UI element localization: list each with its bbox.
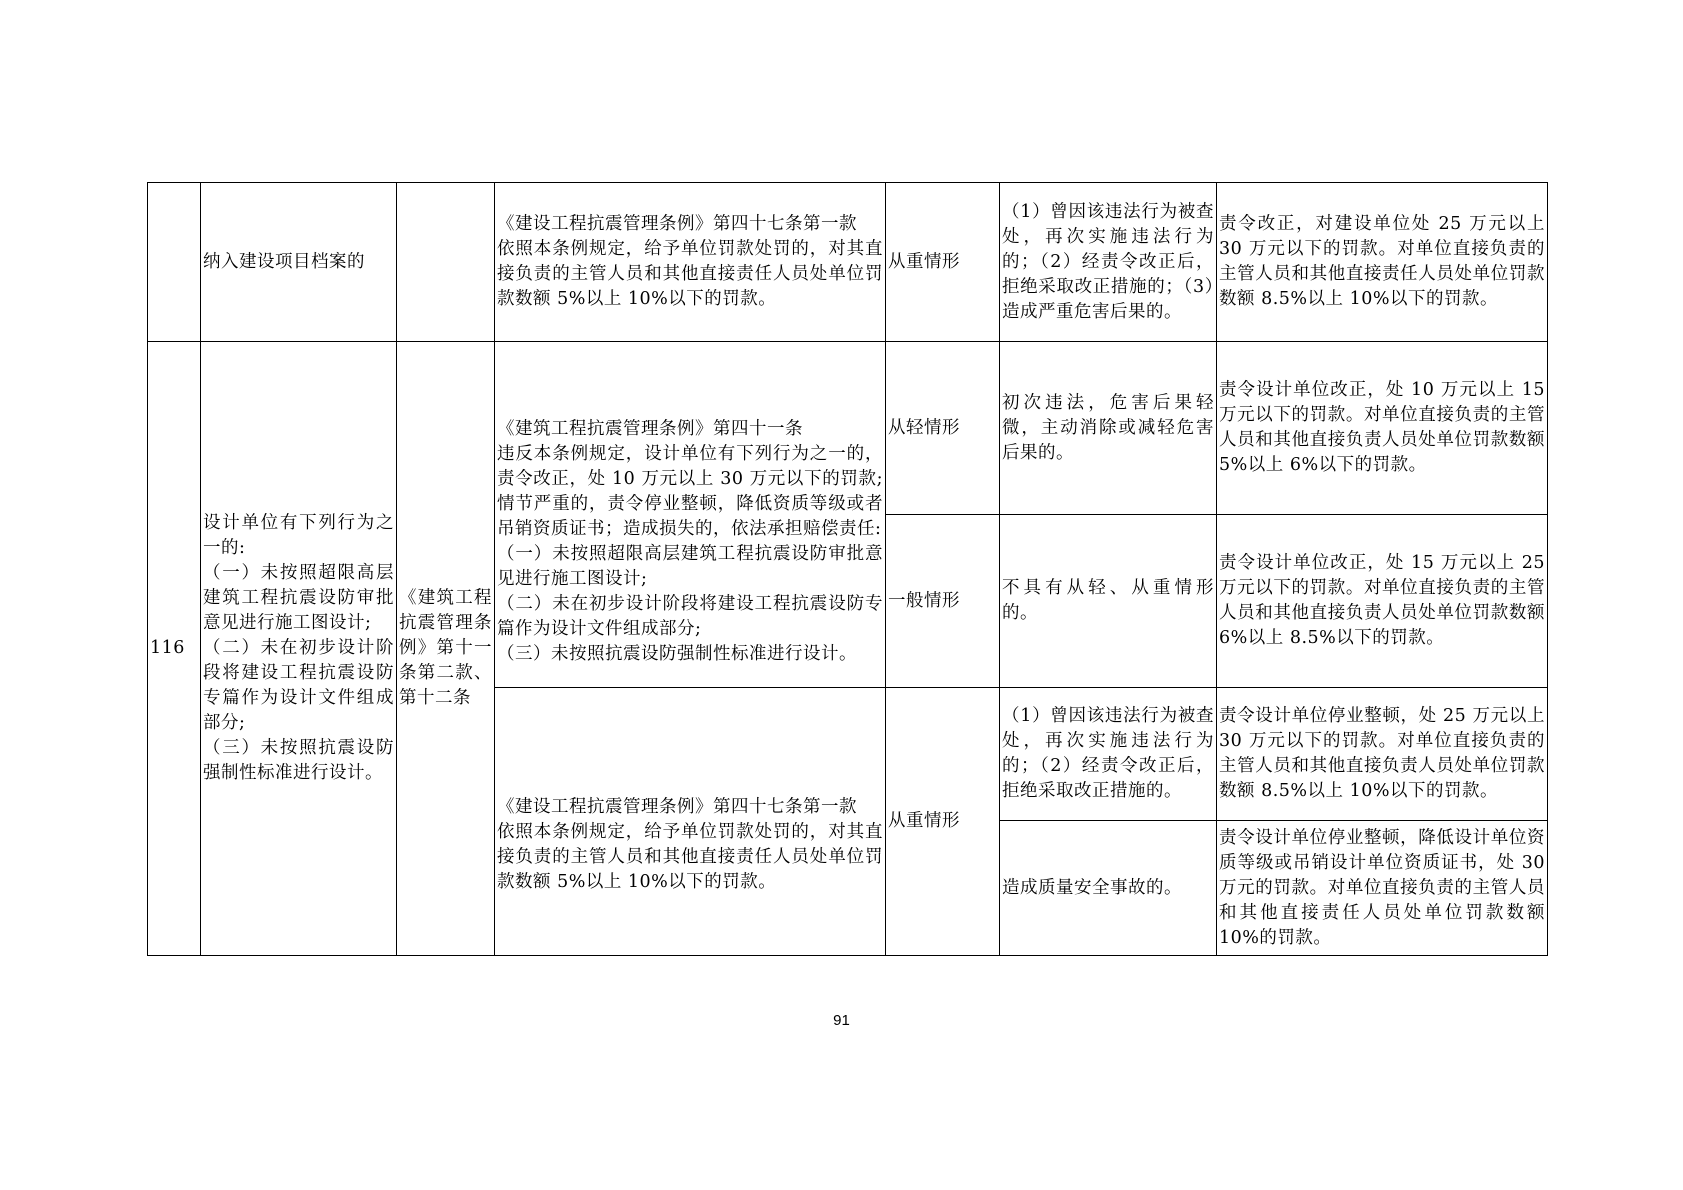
page-number: 91 [833,1012,850,1029]
basis-full-cell: 《建设工程抗震管理条例》第四十七条第一款 依照本条例规定，给予单位罚款处罚的，对其直接负责的主管人员和其他直接责任人员处单位罚款数额 5%以上 10%以下的罚款。 [495,183,886,342]
level-cell: 从重情形 [886,183,1000,342]
basis-full-cell: 《建设工程抗震管理条例》第四十七条第一款 依照本条例规定，给予单位罚款处罚的，对其直接负责的主管人员和其他直接责任人员处单位罚款数额 5%以上 10%以下的罚款。 [495,688,886,956]
standard-cell: 责令改正，对建设单位处 25 万元以上 30 万元以下的罚款。对单位直接负责的主管人员和其他直接责任人员处单位罚款数额 8.5%以上 10%以下的罚款。 [1217,183,1548,342]
number-cell: 116 [148,342,201,956]
basis-short-cell: 《建筑工程抗震管理条例》第十一条第二款、第十二条 [397,342,495,956]
behavior-cell: 纳入建设项目档案的 [201,183,397,342]
standard-cell: 责令设计单位改正，处 10 万元以上 15 万元以下的罚款。对单位直接负责的主管人员和其他直接负责人员处单位罚款数额 5%以上 6%以下的罚款。 [1217,342,1548,515]
circumstance-cell: 初次违法，危害后果轻微，主动消除或减轻危害后果的。 [1000,342,1217,515]
standard-cell: 责令设计单位改正，处 15 万元以上 25 万元以下的罚款。对单位直接负责的主管人员和其他直接负责人员处单位罚款数额 6%以上 8.5%以下的罚款。 [1217,515,1548,688]
penalty-standard-table [147,182,1548,956]
standard-cell: 责令设计单位停业整顿，降低设计单位资质等级或吊销设计单位资质证书，处 30 万元的罚款。对单位直接负责的主管人员和其他直接责任人员处单位罚款数额 10%的罚款。 [1217,821,1548,956]
table-row [148,183,1548,342]
basis-full-cell: 《建筑工程抗震管理条例》第四十一条 违反本条例规定，设计单位有下列行为之一的，责令改正，处 10 万元以上 30 万元以下的罚款;情节严重的，责令停业整顿，降低资质等级或者吊销资质证书；造成损失的，依法承担赔偿责任: （一）未按照超限高层建筑工程抗震设防审批意见进行施工图设计; （二）未在初步设计阶段将建设工程抗震设防专篇作为设计文件组成部分; （三）未按照抗震设防强制性标准进行设计。 [495,342,886,688]
table-row [148,342,1548,515]
circumstance-cell: 造成质量安全事故的。 [1000,821,1217,956]
number-cell [148,183,201,342]
level-cell: 一般情形 [886,515,1000,688]
level-cell: 从轻情形 [886,342,1000,515]
standard-cell: 责令设计单位停业整顿，处 25 万元以上 30 万元以下的罚款。对单位直接负责的主管人员和其他直接负责人员处单位罚款数额 8.5%以上 10%以下的罚款。 [1217,688,1548,821]
level-cell: 从重情形 [886,688,1000,956]
circumstance-cell: （1）曾因该违法行为被查处，再次实施违法行为的；（2）经责令改正后，拒绝采取改正措施的；（3）造成严重危害后果的。 [1000,183,1217,342]
behavior-cell: 设计单位有下列行为之一的: （一）未按照超限高层建筑工程抗震设防审批意见进行施工图设计; （二）未在初步设计阶段将建设工程抗震设防专篇作为设计文件组成部分; （三）未按照抗震设防强制性标准进行设计。 [201,342,397,956]
basis-short-cell [397,183,495,342]
circumstance-cell: （1）曾因该违法行为被查处，再次实施违法行为的；（2）经责令改正后，拒绝采取改正措施的。 [1000,688,1217,821]
circumstance-cell: 不具有从轻、从重情形的。 [1000,515,1217,688]
